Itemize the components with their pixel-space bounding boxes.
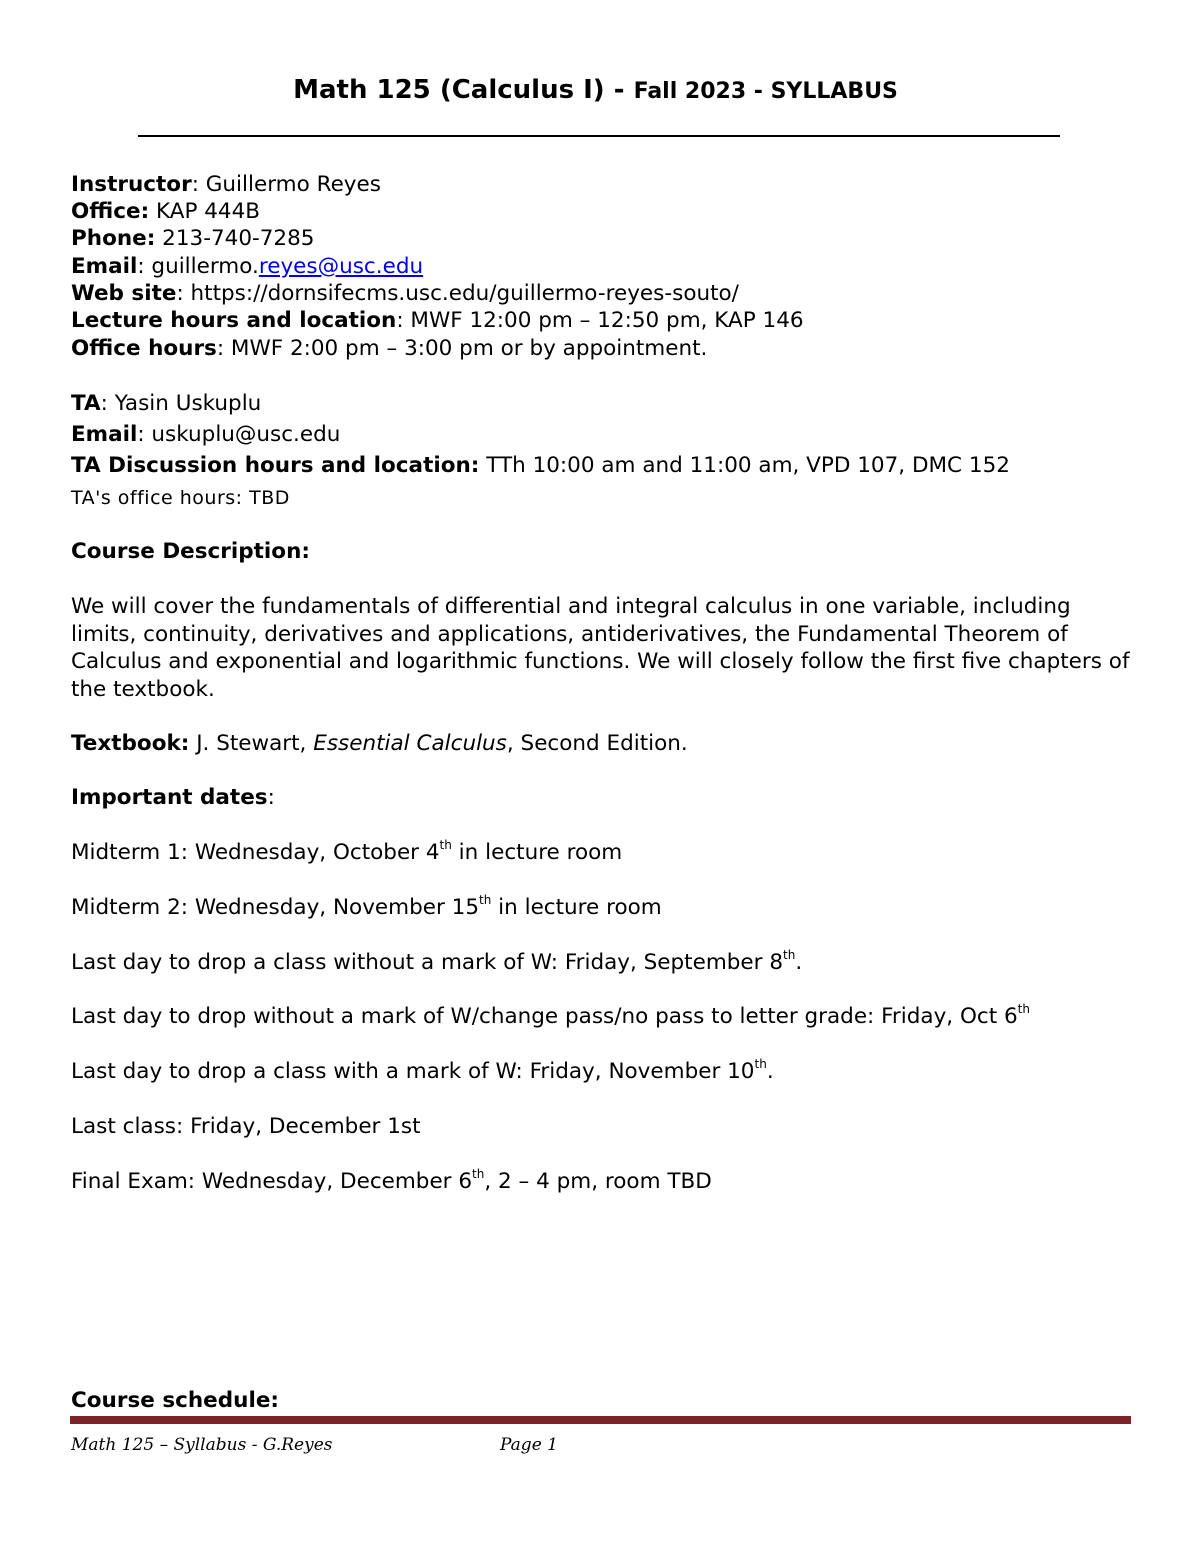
email-link[interactable]: reyes@usc.edu [258,254,424,279]
ta-office-hours-line: TA's office hours: TBD [71,487,290,509]
lecture-value: : MWF 12:00 pm – 12:50 pm, KAP 146 [396,308,804,333]
title-divider [138,135,1060,137]
office-hours-value: : MWF 2:00 pm – 3:00 pm or by appointment. [216,336,708,361]
footer-divider [70,1416,1131,1424]
textbook-title: Essential Calculus [313,731,507,756]
textbook-label: Textbook: [71,731,190,756]
instructor-line [71,172,381,198]
title-main: Math 125 (Calculus I) - [293,75,634,105]
course-schedule-heading: Course schedule: [71,1388,279,1413]
ta-line [71,391,261,417]
page-title [0,72,1191,110]
website-line [71,281,739,307]
ta-discussion-line [71,453,1010,479]
textbook-line [71,731,688,757]
date-item: Final Exam: Wednesday, December 6th, 2 – 4 pm, room TBD [71,1166,712,1194]
footer-left: Math 125 – Syllabus - G.Reyes [71,1435,333,1455]
email-label: Email [71,254,138,279]
office-line [71,199,260,225]
textbook-author: J. Stewart, [189,731,314,756]
ta-email-value: : uskuplu@usc.edu [137,422,341,447]
footer-page-number: Page 1 [500,1435,558,1455]
website-label: Web site [71,281,177,306]
course-description-heading: Course Description: [71,539,310,564]
textbook-edition: , Second Edition. [506,731,688,756]
phone-value: 213-740-7285 [155,226,315,251]
website-value: : https://dornsifecms.usc.edu/guillermo-reyes-souto/ [176,281,739,306]
date-item: Last class: Friday, December 1st [71,1114,421,1139]
date-item: Last day to drop a class without a mark of W: Friday, September 8th. [71,947,803,975]
important-dates-heading: Important dates: [71,785,275,810]
lecture-line [71,308,804,334]
date-item: Midterm 2: Wednesday, November 15th in lecture room [71,892,662,920]
date-item: Last day to drop a class with a mark of W: Friday, November 10th. [71,1056,774,1084]
phone-line [71,226,314,252]
title-term: Fall 2023 - SYLLABUS [633,79,898,104]
office-hours-line [71,336,707,362]
ta-discussion-value: TTh 10:00 am and 11:00 am, VPD 107, DMC 152 [479,453,1010,478]
ta-value: : Yasin Uskuplu [100,391,262,416]
office-value: KAP 444B [149,199,261,224]
instructor-value: : Guillermo Reyes [191,172,381,197]
ta-discussion-label: TA Discussion hours and location: [71,453,480,478]
course-description-body: We will cover the fundamentals of differential and integral calculus in one variable, including limits, continuity, derivatives and applications, antiderivatives, the Fundamental Theorem of Calculus and exponential and logarithmic functions. We will closely follow the first five chapters of the textbook. [71,594,1130,702]
ta-email-label: Email [71,422,138,447]
phone-label: Phone: [71,226,156,251]
email-prefix: : guillermo. [137,254,259,279]
date-item: Midterm 1: Wednesday, October 4th in lecture room [71,837,623,865]
instructor-label: Instructor [71,172,192,197]
office-hours-label: Office hours [71,336,217,361]
lecture-label: Lecture hours and location [71,308,397,333]
ta-label: TA [71,391,101,416]
ta-email-line [71,422,340,448]
email-line [71,254,423,280]
office-label: Office: [71,199,150,224]
date-item: Last day to drop without a mark of W/change pass/no pass to letter grade: Friday, Oct 6th [71,1001,1030,1029]
